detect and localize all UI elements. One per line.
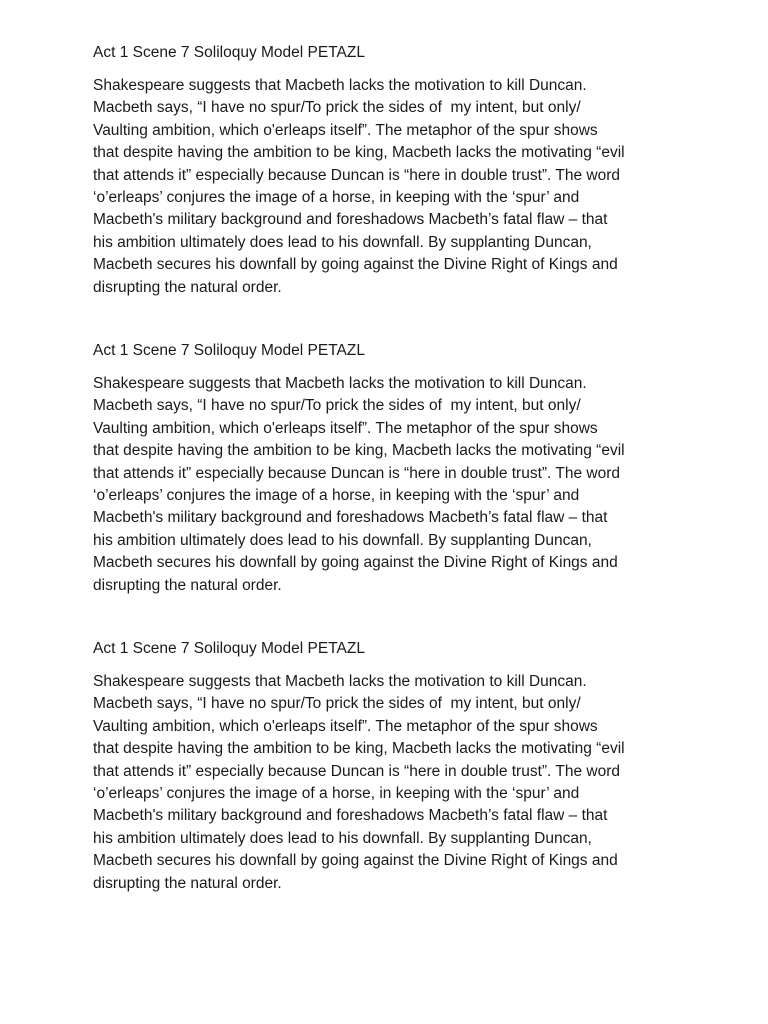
model-section-3: [93, 638, 693, 895]
paragraph-line: that despite having the ambition to be king, Macbeth lacks the motivating “evil: [93, 144, 625, 162]
section-paragraph: [93, 373, 693, 597]
paragraph-line: ‘o’erleaps’ conjures the image of a horse, in keeping with the ‘spur’ and: [93, 486, 580, 504]
paragraph-line: Macbeth's military background and foreshadows Macbeth’s fatal flaw – that: [93, 807, 608, 825]
paragraph-line: disrupting the natural order.: [93, 278, 282, 296]
section-heading: Act 1 Scene 7 Soliloquy Model PETAZL: [93, 640, 365, 657]
paragraph-line: ‘o’erleaps’ conjures the image of a horse, in keeping with the ‘spur’ and: [93, 784, 580, 802]
paragraph-line: Vaulting ambition, which o'erleaps itself”. The metaphor of the spur shows: [93, 419, 598, 437]
section-heading: Act 1 Scene 7 Soliloquy Model PETAZL: [93, 44, 365, 61]
paragraph-line: Macbeth says, “I have no spur/To prick the sides of my intent, but only/: [93, 397, 581, 415]
paragraph-line: that despite having the ambition to be king, Macbeth lacks the motivating “evil: [93, 442, 625, 460]
section-heading: Act 1 Scene 7 Soliloquy Model PETAZL: [93, 342, 365, 359]
paragraph-line: Macbeth's military background and foreshadows Macbeth’s fatal flaw – that: [93, 211, 608, 229]
paragraph-line: that attends it” especially because Duncan is “here in double trust”. The word: [93, 464, 620, 482]
paragraph-line: disrupting the natural order.: [93, 874, 282, 892]
paragraph-line: that attends it” especially because Duncan is “here in double trust”. The word: [93, 762, 620, 780]
paragraph-line: disrupting the natural order.: [93, 576, 282, 594]
section-paragraph: [93, 671, 693, 895]
paragraph-line: his ambition ultimately does lead to his downfall. By supplanting Duncan,: [93, 233, 592, 251]
paragraph-line: Shakespeare suggests that Macbeth lacks the motivation to kill Duncan.: [93, 673, 587, 690]
paragraph-line: Macbeth says, “I have no spur/To prick the sides of my intent, but only/: [93, 695, 581, 713]
model-section-2: [93, 340, 693, 597]
paragraph-line: Vaulting ambition, which o'erleaps itself”. The metaphor of the spur shows: [93, 717, 598, 735]
paragraph-line: Shakespeare suggests that Macbeth lacks the motivation to kill Duncan.: [93, 375, 587, 392]
paragraph-line: Shakespeare suggests that Macbeth lacks the motivation to kill Duncan.: [93, 77, 587, 94]
paragraph-line: his ambition ultimately does lead to his downfall. By supplanting Duncan,: [93, 829, 592, 847]
paragraph-line: Macbeth's military background and foreshadows Macbeth’s fatal flaw – that: [93, 509, 608, 527]
paragraph-line: Macbeth says, “I have no spur/To prick the sides of my intent, but only/: [93, 99, 581, 117]
paragraph-line: Macbeth secures his downfall by going against the Divine Right of Kings and: [93, 554, 618, 572]
section-paragraph: [93, 75, 693, 299]
paragraph-line: his ambition ultimately does lead to his downfall. By supplanting Duncan,: [93, 531, 592, 549]
paragraph-line: Macbeth secures his downfall by going against the Divine Right of Kings and: [93, 256, 618, 274]
paragraph-line: that despite having the ambition to be king, Macbeth lacks the motivating “evil: [93, 740, 625, 758]
model-section-1: [93, 42, 693, 299]
paragraph-line: Macbeth secures his downfall by going against the Divine Right of Kings and: [93, 852, 618, 870]
paragraph-line: ‘o’erleaps’ conjures the image of a horse, in keeping with the ‘spur’ and: [93, 188, 580, 206]
paragraph-line: Vaulting ambition, which o'erleaps itself”. The metaphor of the spur shows: [93, 121, 598, 139]
paragraph-line: that attends it” especially because Duncan is “here in double trust”. The word: [93, 166, 620, 184]
